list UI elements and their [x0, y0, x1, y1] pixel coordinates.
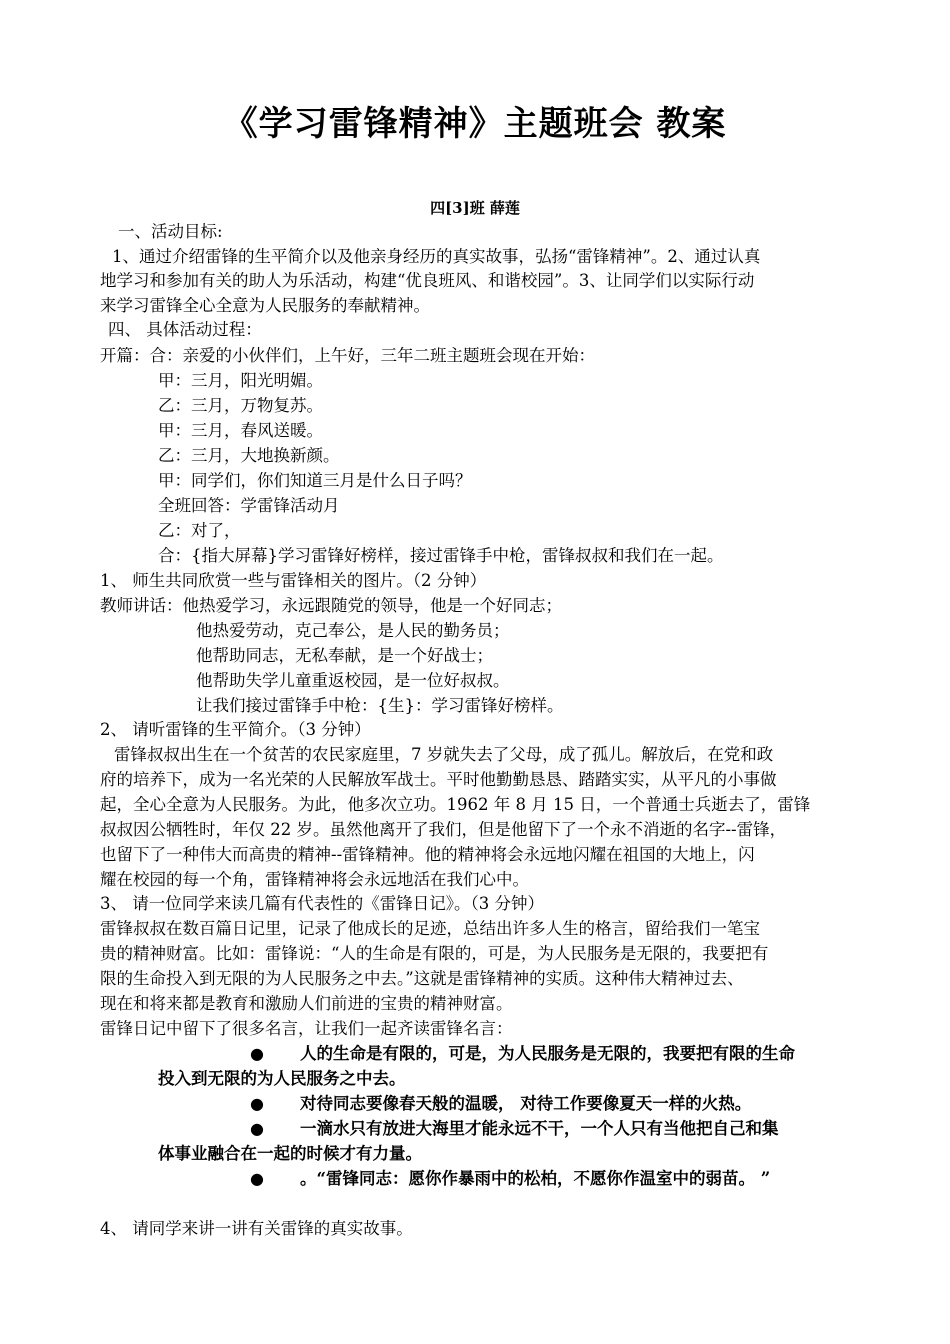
paragraph-line: 贵的精神财富。比如：雷锋说：“人的生命是有限的，可是，为人民服务是无限的，我要把有: [100, 944, 769, 963]
paragraph-line: 限的生命投入到无限的为人民服务之中去。”这就是雷锋精神的实质。这种伟大精神过去、: [100, 969, 744, 988]
paragraph-line: 叔叔因公牺牲时，年仅 22 岁。虽然他离开了我们，但是他留下了一个永不消逝的名字--雷锋，: [100, 820, 787, 839]
teacher-speech-line: 让我们接过雷锋手中枪：{生}：学习雷锋好榜样。: [196, 696, 564, 715]
dialogue-line: 乙：三月，万物复苏。: [158, 396, 323, 415]
quote-line: 。“雷锋同志：愿你作暴雨中的松柏，不愿你作温室中的弱苗。 ”: [300, 1169, 771, 1188]
paragraph-line: 地学习和参加有关的助人为乐活动，构建“优良班风、和谐校园”。3、让同学们以实际行动: [100, 271, 755, 290]
section-heading-goals: 一、活动目标:: [118, 222, 223, 241]
quote-line: 人的生命是有限的，可是，为人民服务是无限的，我要把有限的生命: [300, 1044, 795, 1063]
dialogue-line: 全班回答：学雷锋活动月: [158, 496, 340, 515]
teacher-speech-line: 教师讲话：他热爱学习，永远跟随党的领导，他是一个好同志；: [100, 596, 562, 615]
dialogue-line: 甲：三月，阳光明媚。: [158, 371, 323, 390]
dialogue-line: 甲：同学们，你们知道三月是什么日子吗？: [158, 471, 472, 490]
bullet-icon: ●: [250, 1044, 264, 1063]
section-heading-process: 四、 具体活动过程：: [108, 320, 262, 339]
dialogue-line: 乙：对了，: [158, 521, 241, 540]
step-heading: 4、 请同学来讲一讲有关雷锋的真实故事。: [100, 1219, 413, 1238]
dialogue-line: 合：{指大屏幕}学习雷锋好榜样，接过雷锋手中枪，雷锋叔叔和我们在一起。: [158, 546, 724, 565]
quote-line: 一滴水只有放进大海里才能永远不干，一个人只有当他把自己和集: [300, 1119, 779, 1138]
paragraph-line: 雷锋日记中留下了很多名言，让我们一起齐读雷锋名言：: [100, 1019, 513, 1038]
paragraph-line: 现在和将来都是教育和激励人们前进的宝贵的精神财富。: [100, 994, 513, 1013]
teacher-speech-line: 他帮助失学儿童重返校园，是一位好叔叔。: [196, 671, 510, 690]
author-line: 四[3]班 薛莲: [430, 199, 520, 217]
paragraph-line: 起，全心全意为人民服务。为此，他多次立功。1962 年 8 月 15 日，一个普通士兵逝去了，雷锋: [100, 795, 811, 814]
teacher-speech-line: 他热爱劳动，克己奉公，是人民的勤务员；: [196, 621, 510, 640]
bullet-icon: ●: [250, 1094, 264, 1113]
paragraph-line: 雷锋叔叔在数百篇日记里，记录了他成长的足迹，总结出许多人生的格言，留给我们一笔宝: [100, 919, 760, 938]
document-title: 《学习雷锋精神》主题班会 教案: [223, 104, 727, 144]
quote-line: 投入到无限的为人民服务之中去。: [158, 1069, 406, 1088]
step-heading: 3、 请一位同学来读几篇有代表性的《雷锋日记》。（3 分钟）: [100, 894, 544, 913]
bullet-icon: ●: [250, 1169, 264, 1188]
step-heading: 1、 师生共同欣赏一些与雷锋相关的图片。（2 分钟）: [100, 571, 487, 590]
quote-line: 对待同志要像春天般的温暖， 对待工作要像夏天一样的火热。: [300, 1094, 752, 1113]
paragraph-line: 也留下了一种伟大而高贵的精神--雷锋精神。他的精神将会永远地闪耀在祖国的大地上，闪: [100, 845, 755, 864]
bullet-icon: ●: [250, 1119, 264, 1138]
paragraph-line: 府的培养下，成为一名光荣的人民解放军战士。平时他勤勤恳恳、踏踏实实，从平凡的小事做: [100, 770, 777, 789]
paragraph-line: 1、通过介绍雷锋的生平简介以及他亲身经历的真实故事，弘扬“雷锋精神”。2、通过认真: [112, 247, 761, 266]
dialogue-line: 开篇：合：亲爱的小伙伴们，上午好，三年二班主题班会现在开始：: [100, 346, 595, 365]
paragraph-line: 耀在校园的每一个角，雷锋精神将会永远地活在我们心中。: [100, 870, 529, 889]
dialogue-line: 甲：三月，春风送暖。: [158, 421, 323, 440]
paragraph-line: 雷锋叔叔出生在一个贫苦的农民家庭里，7 岁就失去了父母，成了孤儿。解放后，在党和政: [114, 745, 774, 764]
quote-line: 体事业融合在一起的时候才有力量。: [158, 1144, 422, 1163]
paragraph-line: 来学习雷锋全心全意为人民服务的奉献精神。: [100, 296, 430, 315]
step-heading: 2、 请听雷锋的生平简介。（3 分钟）: [100, 720, 371, 739]
dialogue-line: 乙：三月，大地换新颜。: [158, 446, 340, 465]
teacher-speech-line: 他帮助同志，无私奉献，是一个好战士；: [196, 646, 493, 665]
